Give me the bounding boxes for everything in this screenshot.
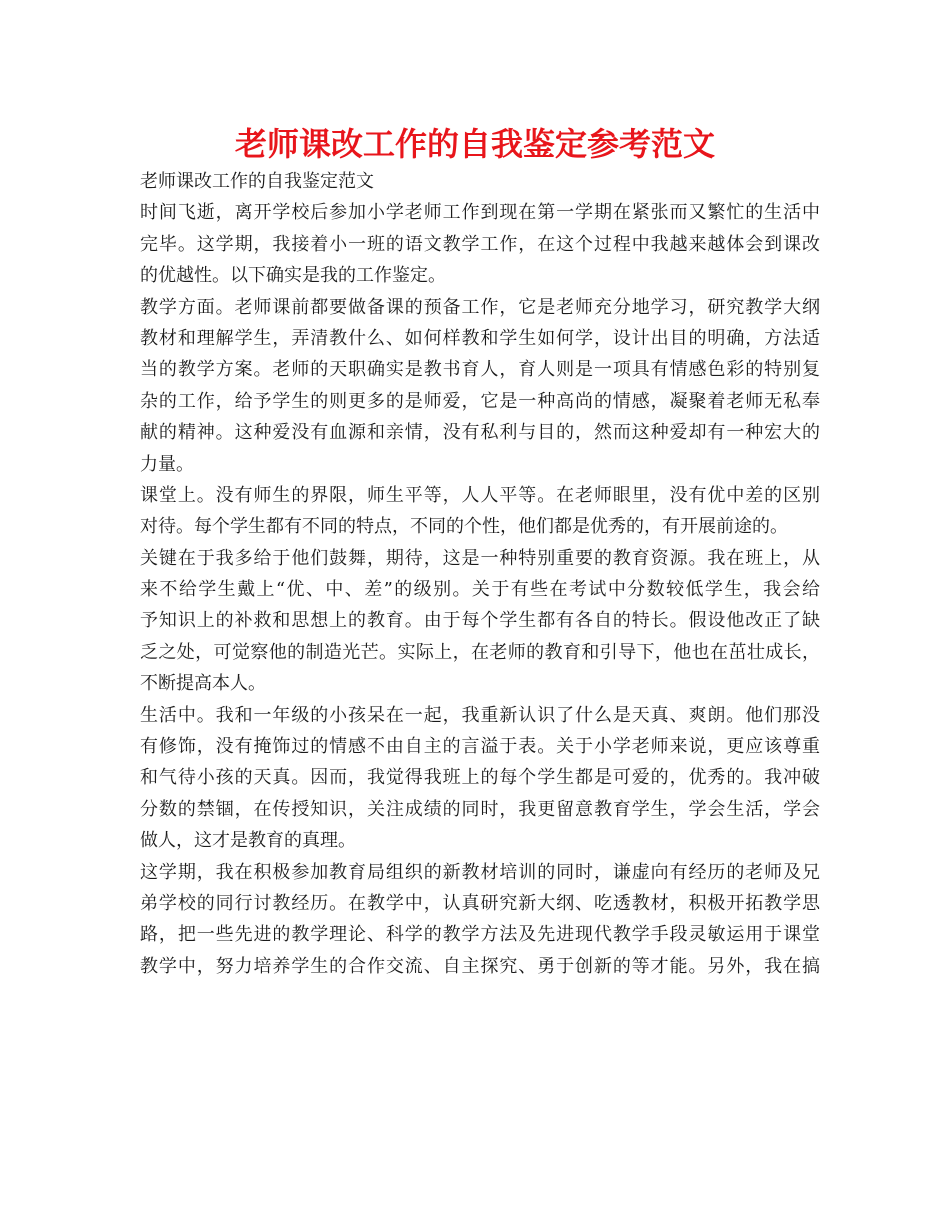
text-line: 杂的工作，给予学生的则更多的是师爱，它是一种高尚的情感，凝聚着老师无私奉 bbox=[140, 390, 820, 412]
text-line: 这学期，我在积极参加教育局组织的新教材培训的同时，谦虚向有经历的老师及兄 bbox=[140, 861, 820, 883]
text-line: 来不给学生戴上“优、中、差”的级别。关于有些在考试中分数较低学生，我会给 bbox=[140, 579, 820, 601]
text-line: 分数的禁锢，在传授知识，关注成绩的同时，我更留意教育学生，学会生活，学会 bbox=[140, 798, 820, 820]
text-line: 对待。每个学生都有不同的特点，不同的个性，他们都是优秀的，有开展前途的。 bbox=[140, 516, 788, 538]
text-line: 有修饰，没有掩饰过的情感不由自主的言溢于表。关于小学老师来说，更应该尊重 bbox=[140, 736, 820, 758]
text-line: 力量。 bbox=[140, 453, 194, 475]
document-body bbox=[140, 166, 820, 982]
text-line: 关键在于我多给于他们鼓舞，期待，这是一种特别重要的教育资源。我在班上，从 bbox=[140, 547, 820, 569]
text-line: 生活中。我和一年级的小孩呆在一起，我重新认识了什么是天真、爽朗。他们那没 bbox=[140, 704, 820, 726]
text-line: 予知识上的补救和思想上的教育。由于每个学生都有各自的特长。假设他改正了缺 bbox=[140, 610, 820, 632]
text-line: 时间飞逝，离开学校后参加小学老师工作到现在第一学期在紧张而又繁忙的生活中 bbox=[140, 202, 820, 224]
subtitle-line: 老师课改工作的自我鉴定范文 bbox=[140, 171, 374, 192]
text-line: 当的教学方案。老师的天职确实是教书育人，育人则是一项具有情感色彩的特别复 bbox=[140, 359, 820, 381]
text-line: 做人，这才是教育的真理。 bbox=[140, 830, 356, 852]
text-line: 路，把一些先进的教学理论、科学的教学方法及先进现代教学手段灵敏运用于课堂 bbox=[140, 924, 820, 946]
text-line: 献的精神。这种爱没有血源和亲情，没有私利与目的，然而这种爱却有一种宏大的 bbox=[140, 422, 820, 444]
text-line: 教学中，努力培养学生的合作交流、自主探究、勇于创新的等才能。另外，我在搞 bbox=[140, 955, 820, 977]
text-line: 教材和理解学生，弄清教什么、如何样教和学生如何学，设计出目的明确，方法适 bbox=[140, 327, 820, 349]
text-line: 和气待小孩的天真。因而，我觉得我班上的每个学生都是可爱的，优秀的。我冲破 bbox=[140, 767, 820, 789]
document-title: 老师课改工作的自我鉴定参考范文 bbox=[234, 125, 715, 163]
text-line: 不断提高本人。 bbox=[140, 673, 266, 695]
text-line: 乏之处，可觉察他的制造光芒。实际上，在老师的教育和引导下，他也在茁壮成长， bbox=[140, 641, 820, 663]
text-line: 弟学校的同行讨教经历。在教学中，认真研究新大纲、吃透教材，积极开拓教学思 bbox=[140, 892, 820, 914]
text-line: 课堂上。没有师生的界限，师生平等，人人平等。在老师眼里，没有优中差的区别 bbox=[140, 484, 820, 506]
text-line: 教学方面。老师课前都要做备课的预备工作，它是老师充分地学习，研究教学大纲 bbox=[140, 296, 820, 318]
text-line: 的优越性。以下确实是我的工作鉴定。 bbox=[140, 265, 446, 287]
text-line: 完毕。这学期，我接着小一班的语文教学工作，在这个过程中我越来越体会到课改 bbox=[140, 233, 820, 255]
